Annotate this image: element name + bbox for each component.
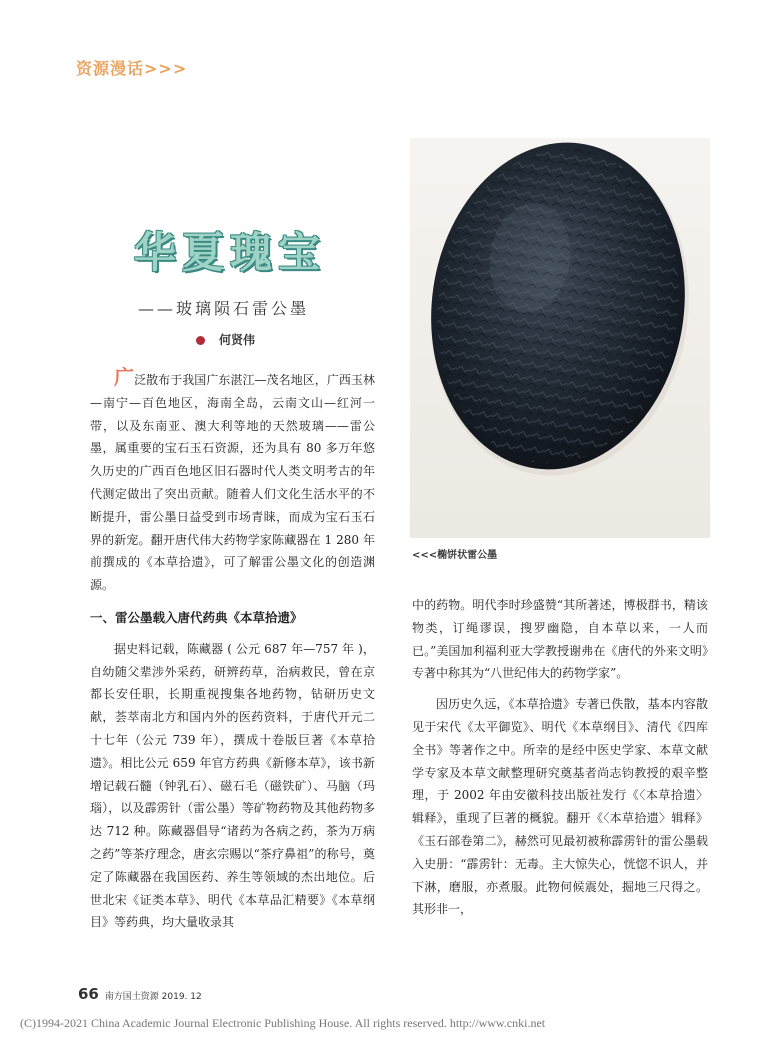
left-column	[90, 366, 375, 934]
body-paragraph-2: 中的药物。明代李时珍盛赞“其所著述，博极群书，精该物类，订绳谬误，搜罗幽隐，自本草以来，一人而已。”美国加利福利亚大学教授谢弗在《唐代的外来文明》专著中称其为“八世纪伟大的药物学家”。	[412, 598, 708, 681]
journal-name: 南方国土资源	[104, 992, 159, 1002]
article-subtitle: ——玻璃陨石雷公墨	[138, 299, 310, 318]
article-title-block	[110, 220, 350, 280]
section-tag: 资源漫话>>>	[76, 59, 188, 78]
photo-caption: <<<椭饼状雷公墨	[412, 550, 498, 561]
right-column	[412, 594, 708, 921]
intro-text: 泛散布于我国广东湛江—茂名地区，广西玉林—南宁—百色地区，海南全岛，云南文山—红河一带，以及东南亚、澳大利等地的天然玻璃——雷公墨，属重要的宝石玉石资源，还为具有 80 多万年悠久历史的广西百色地区旧石器时代人类文明考古的年代测定做出了突出贡献。随着人们文化生活水平的不断提升，雷公墨日益受到市场青睐，而成为宝石玉石界的新宠。翻开唐代伟大药物学家陈藏器在 1 280 年前撰成的《本草拾遗》，可了解雷公墨文化的创造渊源。	[90, 373, 375, 593]
tektite-stone-image	[410, 138, 710, 538]
author-line	[196, 331, 255, 348]
section-heading: 一、雷公墨载入唐代药典《本草拾遗》	[90, 609, 303, 625]
meteorite-photo	[410, 138, 710, 538]
journal-issue: 2019. 12	[161, 992, 202, 1002]
intro-paragraph	[90, 366, 375, 597]
bullet-dot-icon	[196, 336, 205, 345]
article-title: 华夏瑰宝	[133, 228, 326, 277]
body-paragraph-3: 因历史久远，《本草拾遗》专著已佚散，基本内容散见于宋代《太平御览》、明代《本草纲目》、清代《四库全书》等著作之中。所幸的是经中医史学家、本草文献学专家及本草文献整理研究奠基者尚志钧教授的艰辛整理，于 2002 年由安徽科技出版社发行《〈本草拾遗〉辑释》，重现了巨著的概貌。翻开《〈本草拾遗〉辑释》《玉石部卷第二》，赫然可见最初被称霹雳针的雷公墨载入史册：“霹雳针：无毒。主大惊失心，恍惚不识人，并下淋，磨服，亦煮服。此物何候震处，掘地三尺得之。其形非一，	[412, 697, 708, 917]
page-number: 66	[78, 985, 99, 1003]
copyright-notice: (C)1994-2021 China Academic Journal Electronic Publishing House. All rights reserved. http://www.cnki.net	[20, 1016, 546, 1030]
author-name: 何贤伟	[219, 333, 256, 347]
page-footer	[78, 985, 202, 1003]
body-paragraph-1: 据史料记载，陈藏器 ( 公元 687 年—757 年 )，自幼随父辈涉外采药，研辨药草，治病救民，曾在京都长安任职，长期重视搜集各地药物，钻研历史文献，荟萃南北方和国内外的医药资料，于唐代开元二十七年（公元 739 年），撰成十卷版巨著《本草拾遗》。相比公元 659 年官方药典《新修本草》，该书新增记载石髓（钟乳石）、磁石毛（磁铁矿）、马脑（玛瑙），以及霹雳针（雷公墨）等矿物药物及其他药物多达 712 种。陈藏器倡导“诸药为各病之药，茶为万病之药”等茶疗理念，唐玄宗赐以“茶疗鼻祖”的称号，奠定了陈藏器在我国医药、养生等领域的杰出地位。后世北宋《证类本草》、明代《本草品汇精要》《本草纲目》等药典，均大量收录其	[90, 641, 375, 930]
dropcap-letter: 广	[114, 365, 135, 389]
